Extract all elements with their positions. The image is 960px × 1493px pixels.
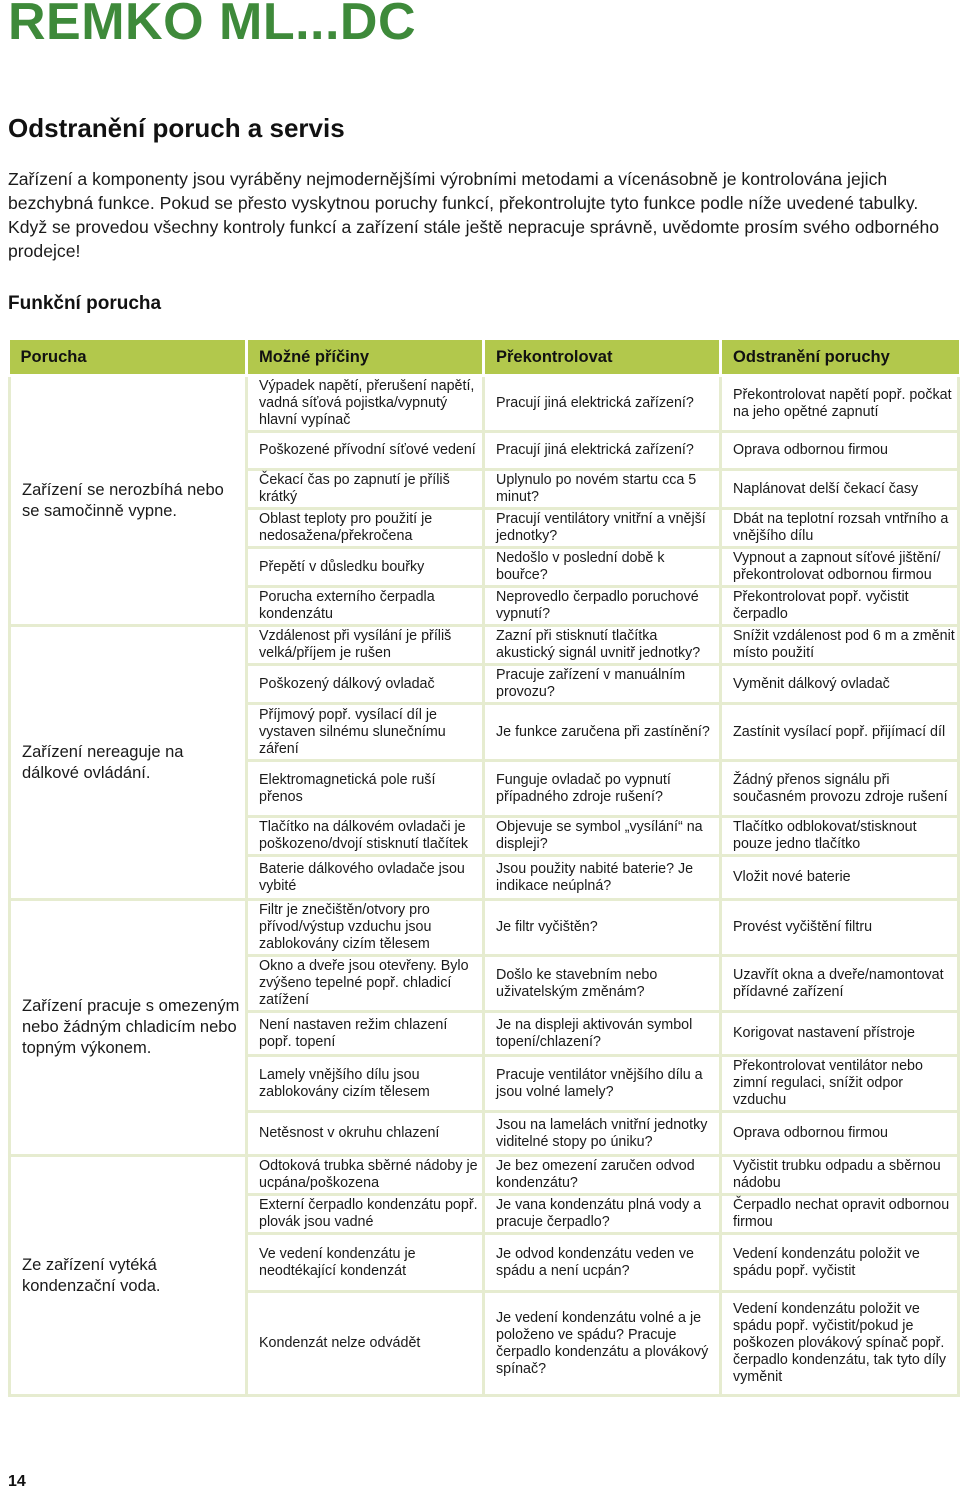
check-cell: Je funkce zaručena při zastínění? [484, 704, 721, 761]
remedy-cell: Uzavřít okna a dveře/namontovat přídavné zařízení [721, 956, 959, 1012]
intro-paragraph: Zařízení a komponenty jsou vyráběny nejmodernějšími výrobními metodami a vícenásobně je kontrolována jejich bezchybná funkce. Pokud se přesto vyskytnou poruchy funkcí, překontrolujte tyto funkce podle níže uvedené tabulky. Když se provedou všechny kontroly funkcí a zařízení stále ještě nepracuje správně, uvědomte prosím svého odborného prodejce! [8, 169, 940, 261]
remedy-cell: Žádný přenos signálu při současném provozu zdroje rušení [721, 761, 959, 817]
check-cell: Pracuje zařízení v manuálním provozu? [484, 665, 721, 704]
remedy-cell: Oprava odbornou firmou [721, 1112, 959, 1156]
cause-cell: Externí čerpadlo kondenzátu popř. plovák jsou vadné [247, 1195, 484, 1234]
check-cell: Funguje ovladač po vypnutí případného zdroje rušení? [484, 761, 721, 817]
cause-cell: Tlačítko na dálkovém ovladači je poškozeno/dvojí stisknutí tlačítek [247, 817, 484, 856]
check-cell: Pracují jiná elektrická zařízení? [484, 432, 721, 470]
cause-cell: Čekací čas po zapnutí je příliš krátký [247, 470, 484, 509]
cause-cell: Příjmový popř. vysílací díl je vystaven silnému slunečnímu záření [247, 704, 484, 761]
check-cell: Jsou na lamelách vnitřní jednotky viditelné stopy po úniku? [484, 1112, 721, 1156]
cause-cell: Oblast teploty pro použití je nedosažena/překročena [247, 509, 484, 548]
remedy-cell: Překontrolovat napětí popř. počkat na jeho opětné zapnutí [721, 376, 959, 432]
remedy-cell: Vložit nové baterie [721, 856, 959, 900]
remedy-cell: Vypnout a zapnout síťové jištění/ překontrolovat odbornou firmou [721, 548, 959, 587]
check-cell: Uplynulo po novém startu cca 5 minut? [484, 470, 721, 509]
cause-cell: Netěsnost v okruhu chlazení [247, 1112, 484, 1156]
check-cell: Je na displeji aktivován symbol topení/chlazení? [484, 1012, 721, 1056]
cause-cell: Kondenzát nelze odvádět [247, 1292, 484, 1396]
cause-cell: Přepětí v důsledku bouřky [247, 548, 484, 587]
cause-cell: Vzdálenost při vysílání je příliš velká/příjem je rušen [247, 626, 484, 665]
check-cell: Pracují jiná elektrická zařízení? [484, 376, 721, 432]
table-header-row [10, 340, 959, 376]
cause-cell: Výpadek napětí, přerušení napětí, vadná síťová pojistka/vypnutý hlavní vypínač [247, 376, 484, 432]
header-causes: Možné příčiny [247, 340, 484, 376]
remedy-cell: Překontrolovat ventilátor nebo zimní regulaci, snížit odpor vzduchu [721, 1056, 959, 1112]
cause-cell: Není nastaven režim chlazení popř. topení [247, 1012, 484, 1056]
header-remedy: Odstranění poruchy [721, 340, 959, 376]
check-cell: Neprovedlo čerpadlo poruchové vypnutí? [484, 587, 721, 626]
fault-cell: Zařízení pracuje s omezeným nebo žádným chladicím nebo topným výkonem. [10, 900, 247, 1156]
cause-cell: Okno a dveře jsou otevřeny. Bylo zvýšeno tepelné popř. chladicí zatížení [247, 956, 484, 1012]
remedy-cell: Provést vyčištění filtru [721, 900, 959, 956]
remedy-cell: Vedení kondenzátu položit ve spádu popř. vyčistit/pokud je poškozen plovákový spínač popř. čerpadlo kondenzátu, tak tyto díly vyměnit [721, 1292, 959, 1396]
cause-cell: Baterie dálkového ovladače jsou vybité [247, 856, 484, 900]
page-number: 14 [8, 1473, 26, 1490]
cause-cell: Poškozený dálkový ovladač [247, 665, 484, 704]
fault-table [8, 340, 960, 1397]
fault-cell: Zařízení nereaguje na dálkové ovládání. [10, 626, 247, 900]
table-row [10, 1156, 959, 1195]
cause-cell: Filtr je znečištěn/otvory pro přívod/výstup vzduchu jsou zablokovány cizím tělesem [247, 900, 484, 956]
check-cell: Zazní při stisknutí tlačítka akustický signál uvnitř jednotky? [484, 626, 721, 665]
remedy-cell: Zastínit vysílací popř. přijímací díl [721, 704, 959, 761]
remedy-cell: Oprava odbornou firmou [721, 432, 959, 470]
cause-cell: Poškozené přívodní síťové vedení [247, 432, 484, 470]
remedy-cell: Korigovat nastavení přístroje [721, 1012, 959, 1056]
table-title: Funkční porucha [8, 293, 162, 314]
header-fault: Porucha [10, 340, 247, 376]
cause-cell: Porucha externího čerpadla kondenzátu [247, 587, 484, 626]
cause-cell: Lamely vnějšího dílu jsou zablokovány cizím tělesem [247, 1056, 484, 1112]
check-cell: Je filtr vyčištěn? [484, 900, 721, 956]
table-row [10, 900, 959, 956]
fault-cell: Zařízení se nerozbíhá nebo se samočinně vypne. [10, 376, 247, 626]
remedy-cell: Vedení kondenzátu položit ve spádu popř. vyčistit [721, 1234, 959, 1292]
check-cell: Pracuje ventilátor vnějšího dílu a jsou volné lamely? [484, 1056, 721, 1112]
remedy-cell: Naplánovat delší čekací časy [721, 470, 959, 509]
cause-cell: Ve vedení kondenzátu je neodtékající kondenzát [247, 1234, 484, 1292]
remedy-cell: Dbát na teplotní rozsah vntřního a vnějšího dílu [721, 509, 959, 548]
check-cell: Je vana kondenzátu plná vody a pracuje čerpadlo? [484, 1195, 721, 1234]
remedy-cell: Vyčistit trubku odpadu a sběrnou nádobu [721, 1156, 959, 1195]
check-cell: Je bez omezení zaručen odvod kondenzátu? [484, 1156, 721, 1195]
table-row [10, 626, 959, 665]
check-cell: Objevuje se symbol „vysílání“ na displeji? [484, 817, 721, 856]
cause-cell: Elektromagnetická pole ruší přenos [247, 761, 484, 817]
check-cell: Je vedení kondenzátu volné a je položeno ve spádu? Pracuje čerpadlo kondenzátu a plovákový spínač? [484, 1292, 721, 1396]
check-cell: Pracují ventilátory vnitřní a vnější jednotky? [484, 509, 721, 548]
remedy-cell: Snížit vzdálenost pod 6 m a změnit místo použití [721, 626, 959, 665]
remedy-cell: Překontrolovat popř. vyčistit čerpadlo [721, 587, 959, 626]
header-check: Překontrolovat [484, 340, 721, 376]
brand-header: REMKO ML...DC [8, 0, 417, 51]
section-title: Odstranění poruch a servis [8, 113, 345, 143]
remedy-cell: Tlačítko odblokovat/stisknout pouze jedno tlačítko [721, 817, 959, 856]
cause-cell: Odtoková trubka sběrné nádoby je ucpána/poškozena [247, 1156, 484, 1195]
check-cell: Jsou použity nabité baterie? Je indikace neúplná? [484, 856, 721, 900]
remedy-cell: Čerpadlo nechat opravit odbornou firmou [721, 1195, 959, 1234]
check-cell: Je odvod kondenzátu veden ve spádu a není ucpán? [484, 1234, 721, 1292]
fault-cell: Ze zařízení vytéká kondenzační voda. [10, 1156, 247, 1396]
check-cell: Nedošlo v poslední době k bouřce? [484, 548, 721, 587]
table-row [10, 376, 959, 432]
remedy-cell: Vyměnit dálkový ovladač [721, 665, 959, 704]
check-cell: Došlo ke stavebním nebo uživatelským změnám? [484, 956, 721, 1012]
